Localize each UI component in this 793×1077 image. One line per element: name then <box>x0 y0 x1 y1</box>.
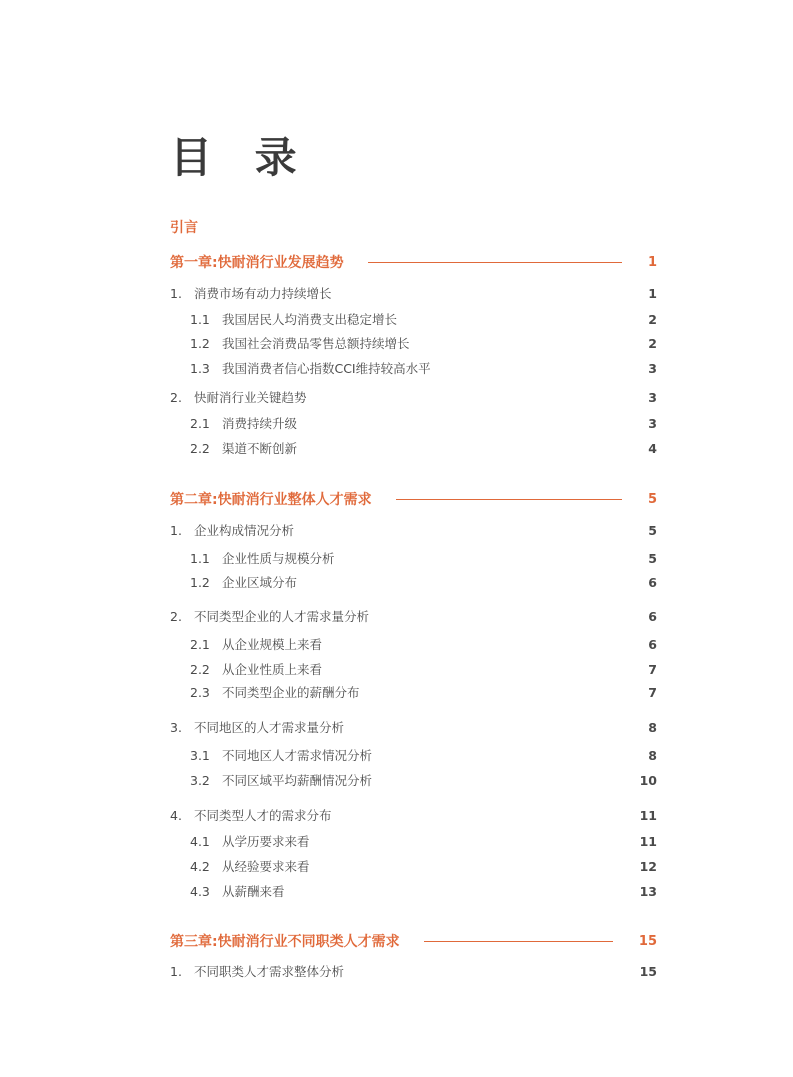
toc-entry-label <box>190 573 297 591</box>
toc-section-row[interactable] <box>170 961 657 981</box>
toc-entry-label <box>190 683 359 701</box>
toc-page-number: 8 <box>648 747 657 763</box>
toc-entry-text: 我国居民人均消费支出稳定增长 <box>218 312 397 327</box>
toc-section-row[interactable] <box>170 805 657 825</box>
toc-sub-row[interactable] <box>190 682 657 702</box>
toc-entry-text: 不同区域平均薪酬情况分析 <box>218 773 372 788</box>
toc-entry-number: 2. <box>170 390 182 405</box>
toc-page-number: 11 <box>639 807 657 823</box>
toc-entry-number: 3.1 <box>190 748 210 763</box>
toc-entry-text: 不同地区的人才需求量分析 <box>190 720 344 735</box>
toc-entry-number: 1.2 <box>190 575 210 590</box>
toc-entry-label <box>170 962 344 980</box>
toc-section-row[interactable] <box>170 520 657 540</box>
toc-entry-number: 2.1 <box>190 416 210 431</box>
toc-entry-number: 4. <box>170 808 182 823</box>
toc-chapter-row[interactable] <box>170 931 657 951</box>
toc-entry-number: 2.2 <box>190 662 210 677</box>
toc-entry-number: 2.3 <box>190 685 210 700</box>
toc-entry-label <box>190 359 431 377</box>
toc-entry-number: 4.2 <box>190 859 210 874</box>
toc-entry-number: 1.1 <box>190 312 210 327</box>
toc-entry-label <box>190 635 322 653</box>
toc-page-number: 6 <box>648 574 657 590</box>
toc-entry-label <box>170 284 331 302</box>
toc-entry-label <box>190 771 372 789</box>
toc-entry-text: 企业构成情况分析 <box>190 523 294 538</box>
toc-page-number: 1 <box>647 254 657 270</box>
toc-entry-text: 快耐消行业关键趋势 <box>190 390 307 405</box>
toc-page-number: 2 <box>648 311 657 327</box>
toc-sub-row[interactable] <box>190 659 657 679</box>
toc-entry-text: 从企业规模上来看 <box>218 637 322 652</box>
toc-entry-text: 从学历要求来看 <box>218 834 310 849</box>
toc-intro[interactable] <box>170 217 657 237</box>
toc-entry-text: 不同地区人才需求情况分析 <box>218 748 372 763</box>
toc-section-row[interactable] <box>170 283 657 303</box>
toc-entry-text: 从企业性质上来看 <box>218 662 322 677</box>
toc-entry-text: 不同类型人才的需求分布 <box>190 808 332 823</box>
toc-entry-label <box>190 882 284 900</box>
toc-page-number: 11 <box>639 833 657 849</box>
toc-sub-row[interactable] <box>190 309 657 329</box>
toc-entry-text: 企业区域分布 <box>218 575 297 590</box>
toc-sub-row[interactable] <box>190 438 657 458</box>
toc-page-number: 3 <box>648 360 657 376</box>
toc-page-number: 7 <box>648 661 657 677</box>
toc-entry-label <box>190 746 372 764</box>
toc-page-number: 2 <box>648 335 657 351</box>
toc-page-number: 7 <box>648 684 657 700</box>
toc-entry-label <box>170 521 294 539</box>
toc-page-number: 6 <box>648 636 657 652</box>
toc-page-number: 4 <box>648 440 657 456</box>
toc-page-number: 5 <box>648 522 657 538</box>
toc-entry-text: 我国社会消费品零售总额持续增长 <box>218 336 410 351</box>
toc-entry-number: 4.1 <box>190 834 210 849</box>
toc-sub-row[interactable] <box>190 881 657 901</box>
toc-page-number: 12 <box>639 858 657 874</box>
toc-sub-row[interactable] <box>190 831 657 851</box>
toc-page-number: 5 <box>647 491 657 507</box>
toc-entry-text: 不同职类人才需求整体分析 <box>190 964 344 979</box>
toc-entry-label <box>170 806 331 824</box>
toc-section-row[interactable] <box>170 606 657 626</box>
toc-entry-text: 从经验要求来看 <box>218 859 310 874</box>
toc-page-number: 15 <box>638 933 657 949</box>
toc-entry-number: 1.2 <box>190 336 210 351</box>
toc-page-number: 3 <box>648 415 657 431</box>
toc-entry-label: 第二章:快耐消行业整体人才需求 <box>170 492 372 508</box>
toc-entry-text: 企业性质与规模分析 <box>218 551 335 566</box>
toc-entry-text: 消费持续升级 <box>218 416 297 431</box>
toc-intro-label: 引言 <box>170 220 198 236</box>
chapter-divider-line <box>368 262 622 263</box>
toc-entry-number: 2. <box>170 609 182 624</box>
toc-page-number: 1 <box>648 285 657 301</box>
toc-entry-label <box>190 832 309 850</box>
toc-sub-row[interactable] <box>190 548 657 568</box>
toc-sub-row[interactable] <box>190 770 657 790</box>
toc-section-row[interactable] <box>170 717 657 737</box>
toc-entry-number: 1. <box>170 523 182 538</box>
toc-entry-label: 第一章:快耐消行业发展趋势 <box>170 255 344 271</box>
toc-sub-row[interactable] <box>190 358 657 378</box>
toc-page-number: 15 <box>639 963 657 979</box>
toc-entry-label <box>190 439 297 457</box>
toc-entry-number: 1.3 <box>190 361 210 376</box>
toc-entry-number: 1. <box>170 286 182 301</box>
toc-chapter-row[interactable] <box>170 489 657 509</box>
toc-entry-number: 2.1 <box>190 637 210 652</box>
toc-entry-number: 1. <box>170 964 182 979</box>
toc-entry-label <box>170 388 306 406</box>
toc-entry-text: 不同类型企业的薪酬分布 <box>218 685 360 700</box>
toc-page-number: 10 <box>639 772 657 788</box>
toc-entry-number: 2.2 <box>190 441 210 456</box>
toc-entry-number: 3. <box>170 720 182 735</box>
toc-entry-number: 3.2 <box>190 773 210 788</box>
toc-sub-row[interactable] <box>190 572 657 592</box>
toc-page-number: 6 <box>648 608 657 624</box>
page-title: 目 录 <box>170 133 311 182</box>
toc-sub-row[interactable] <box>190 634 657 654</box>
toc-entry-label <box>190 857 309 875</box>
toc-sub-row[interactable] <box>190 745 657 765</box>
toc-entry-label <box>190 334 409 352</box>
toc-sub-row[interactable] <box>190 413 657 433</box>
toc-sub-row[interactable] <box>190 856 657 876</box>
toc-entry-label <box>170 607 369 625</box>
toc-sub-row[interactable] <box>190 333 657 353</box>
toc-entry-text: 渠道不断创新 <box>218 441 297 456</box>
toc-entry-label <box>190 310 397 328</box>
toc-entry-text: 我国消费者信心指数CCI维持较高水平 <box>218 361 431 376</box>
toc-entry-label <box>190 414 297 432</box>
toc-section-row[interactable] <box>170 387 657 407</box>
toc-entry-label: 第三章:快耐消行业不同职类人才需求 <box>170 934 400 950</box>
chapter-divider-line <box>396 499 622 500</box>
toc-entry-number: 1.1 <box>190 551 210 566</box>
toc-entry-text: 从薪酬来看 <box>218 884 285 899</box>
toc-page-number: 3 <box>648 389 657 405</box>
toc-page-number: 5 <box>648 550 657 566</box>
toc-chapter-row[interactable] <box>170 252 657 272</box>
chapter-divider-line <box>424 941 613 942</box>
toc-entry-number: 4.3 <box>190 884 210 899</box>
toc-page-number: 13 <box>639 883 657 899</box>
toc-entry-label <box>170 718 344 736</box>
toc-entry-text: 不同类型企业的人才需求量分析 <box>190 609 369 624</box>
toc-entry-label <box>190 660 322 678</box>
toc-entry-label <box>190 549 334 567</box>
toc-page-number: 8 <box>648 719 657 735</box>
toc-entry-text: 消费市场有动力持续增长 <box>190 286 332 301</box>
